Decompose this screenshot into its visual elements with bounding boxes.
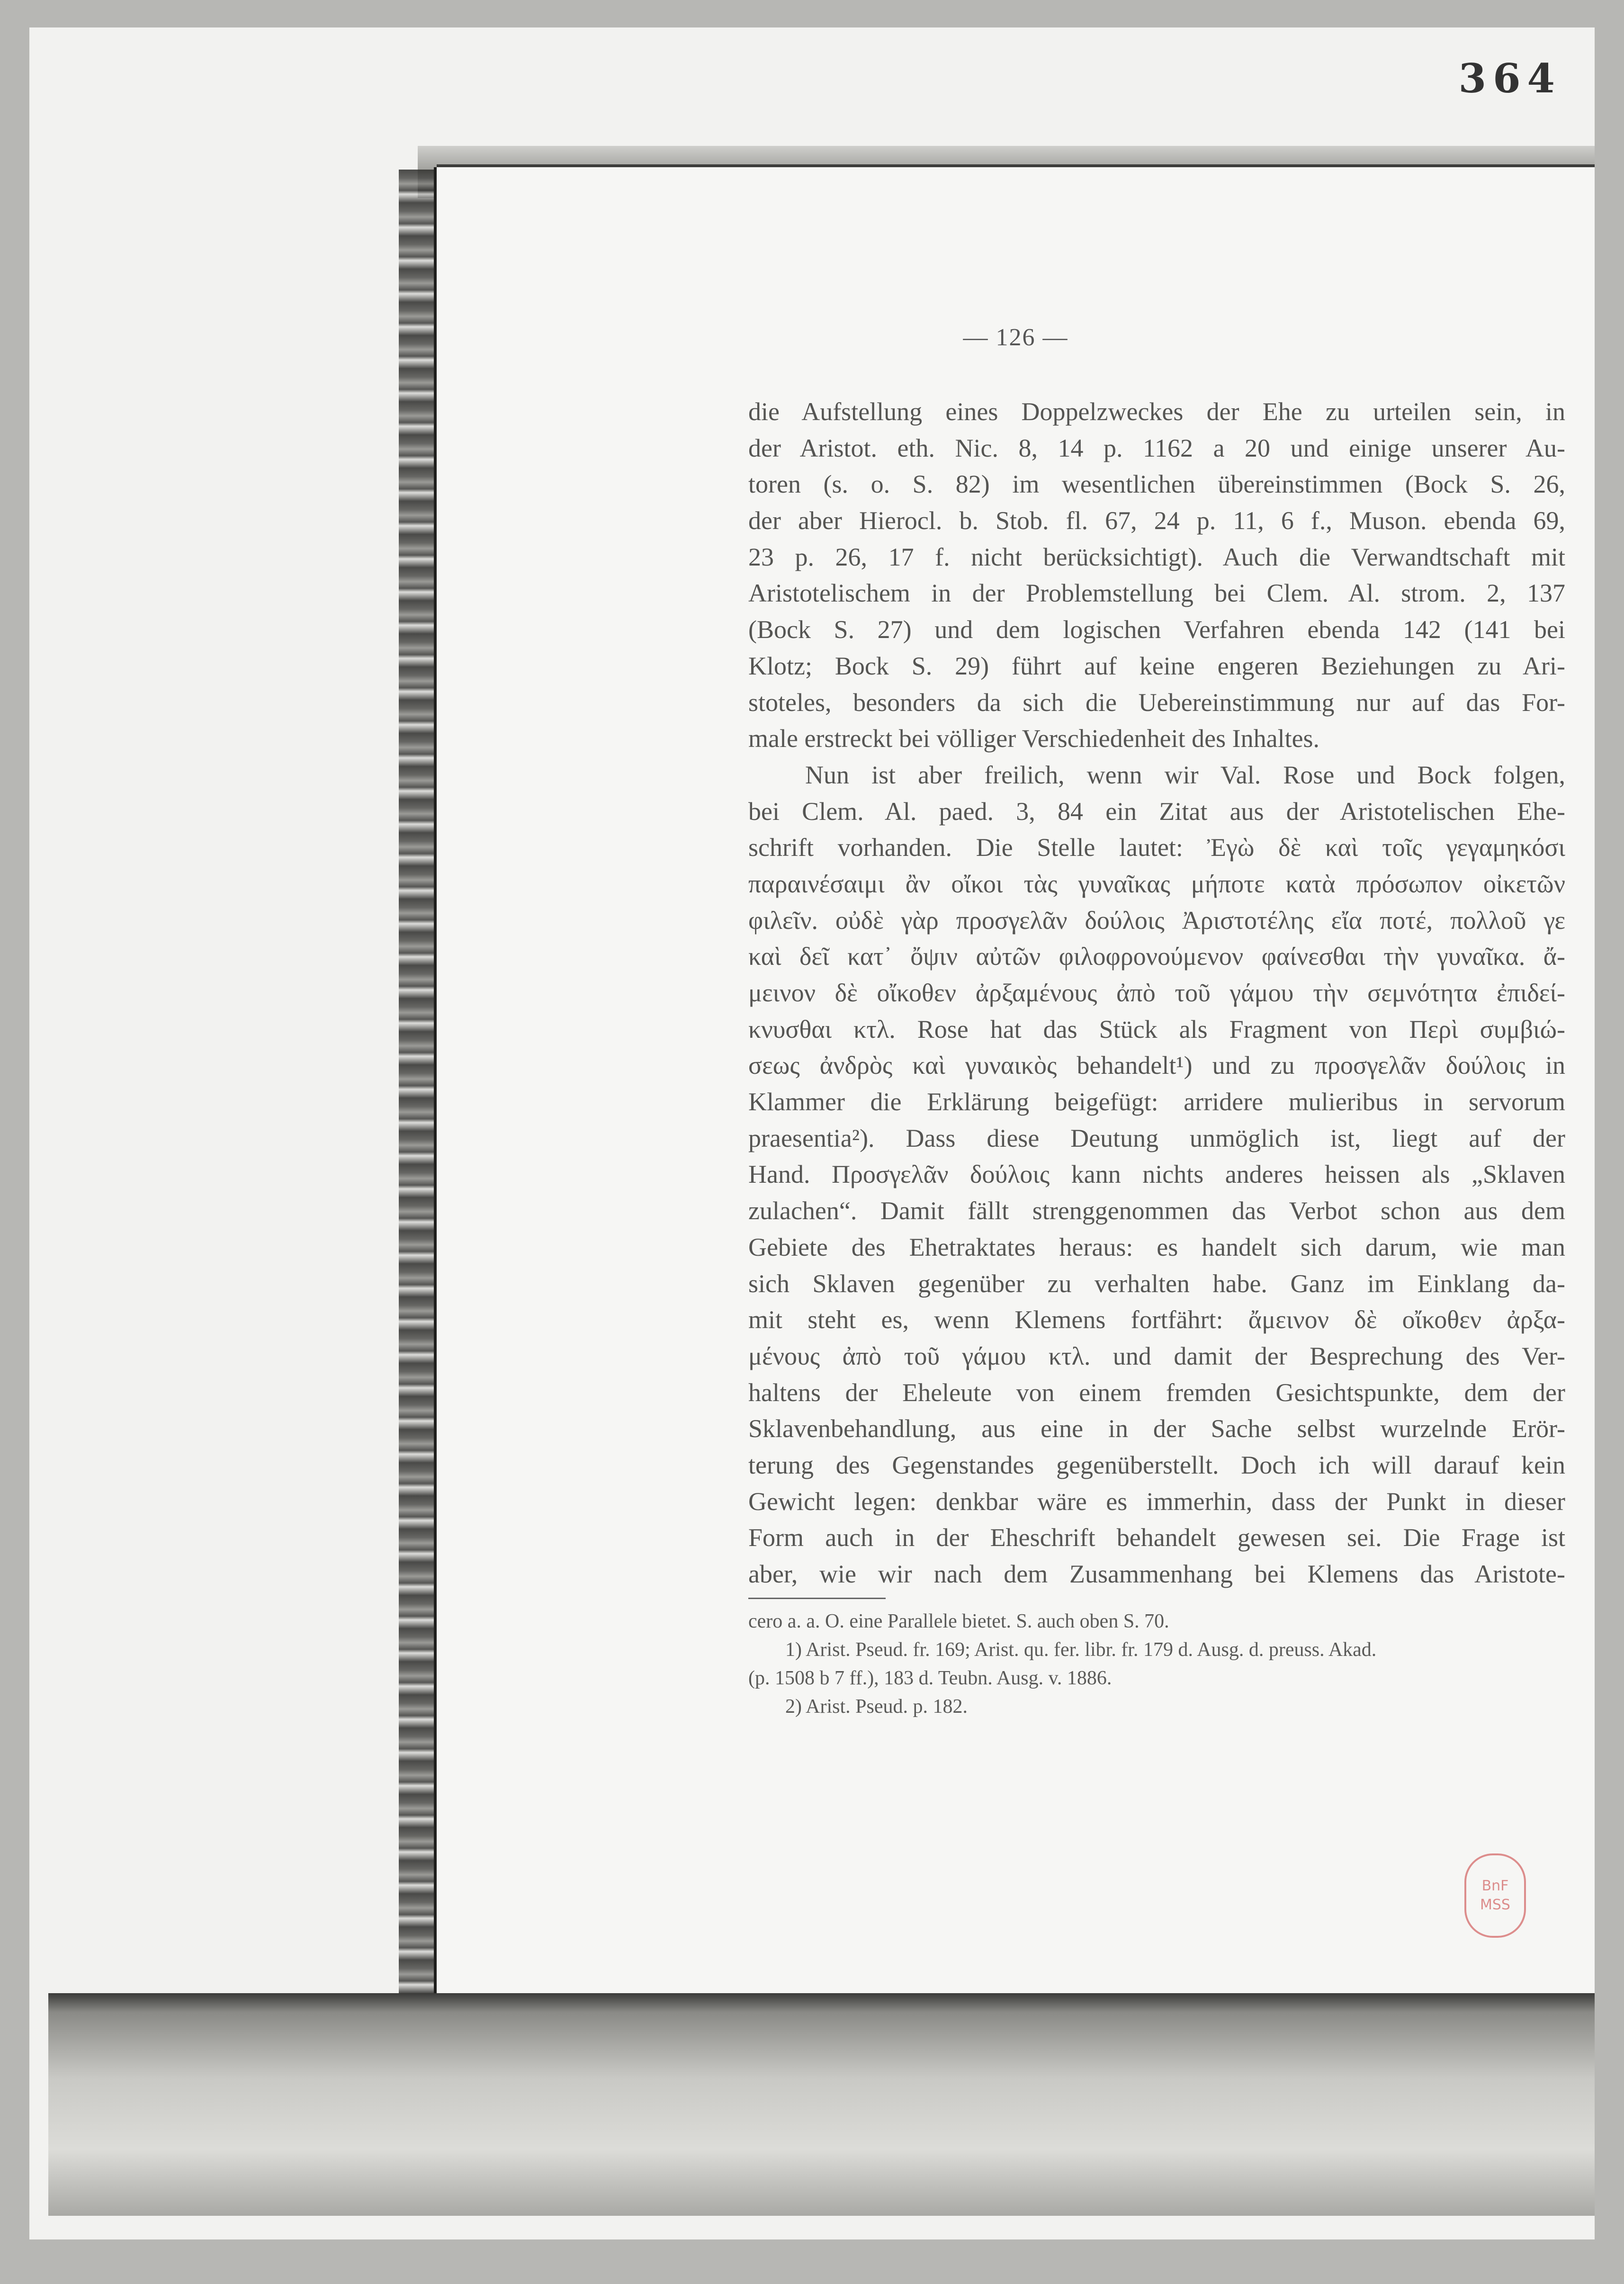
body-line: παραινέσαιμι ἂν οἴκοι τὰς γυναῖκας μήποτε κατὰ πρόσωπον οἰκετῶν xyxy=(748,869,1565,898)
footnote-line: (p. 1508 b 7 ff.), 183 d. Teubn. Ausg. v. 1886. xyxy=(748,1667,1112,1689)
footnotes xyxy=(748,1607,1565,1721)
body-line: der Aristot. eth. Nic. 8, 14 p. 1162 a 20 und einige unserer Au- xyxy=(748,433,1565,462)
footnote-divider xyxy=(748,1598,886,1599)
body-line: die Aufstellung eines Doppelzweckes der Ehe zu urteilen sein, in xyxy=(748,397,1565,426)
body-line: Gebiete des Ehetraktates heraus: es handelt sich darum, wie man xyxy=(748,1232,1565,1261)
body-line: (Bock S. 27) und dem logischen Verfahren ebenda 142 (141 bei xyxy=(748,615,1565,644)
body-line: bei Clem. Al. paed. 3, 84 ein Zitat aus der Aristotelischen Ehe- xyxy=(748,797,1565,826)
body-line: Gewicht legen: denkbar wäre es immerhin, dass der Punkt in dieser xyxy=(748,1487,1565,1516)
body-line: aber, wie wir nach dem Zusammenhang bei Klemens das Aristote- xyxy=(748,1560,1565,1588)
photocopy-sheet xyxy=(29,27,1595,2239)
body-line: stoteles, besonders da sich die Uebereinstimmung nur auf das For- xyxy=(748,688,1565,717)
body-line: Klotz; Bock S. 29) führt auf keine engeren Beziehungen zu Ari- xyxy=(748,651,1565,680)
body-line: 23 p. 26, 17 f. nicht berücksichtigt). Auch die Verwandtschaft mit xyxy=(748,542,1565,571)
body-line: μένους ἀπὸ τοῦ γάμου κτλ. und damit der Besprechung des Ver- xyxy=(748,1341,1565,1370)
footnote-line: 1) Arist. Pseud. fr. 169; Arist. qu. fer. libr. fr. 179 d. Ausg. d. preuss. Akad. xyxy=(785,1639,1377,1661)
body-line: der aber Hierocl. b. Stob. fl. 67, 24 p. 11, 6 f., Muson. ebenda 69, xyxy=(748,506,1565,535)
body-line: sich Sklaven gegenüber zu verhalten habe. Ganz im Einklang da- xyxy=(748,1269,1565,1298)
body-line: Sklavenbehandlung, aus eine in der Sache selbst wurzelnde Erör- xyxy=(748,1414,1565,1443)
body-line: toren (s. o. S. 82) im wesentlichen übereinstimmen (Bock S. 26, xyxy=(748,470,1565,499)
stamp-line: MSS xyxy=(1480,1897,1510,1913)
body-line: zulachen“. Damit fällt strenggenommen das Verbot schon aus dem xyxy=(748,1196,1565,1225)
printed-page xyxy=(437,167,1595,1993)
body-line: mit steht es, wenn Klemens fortfährt: ἄμεινον δὲ οἴκοθεν ἀρξα- xyxy=(748,1305,1565,1334)
body-line: καὶ δεῖ κατ᾽ ὄψιν αὐτῶν φιλοφρονούμενον φαίνεσθαι τὴν γυναῖκα. ἄ- xyxy=(748,942,1565,971)
footnote-line: cero a. a. O. eine Parallele bietet. S. auch oben S. 70. xyxy=(748,1610,1169,1632)
body-line: Form auch in der Eheschrift behandelt gewesen sei. Die Frage ist xyxy=(748,1523,1565,1552)
stamp-line: BnF xyxy=(1481,1878,1509,1894)
body-line: φιλεῖν. οὐδὲ γὰρ προσγελᾶν δούλοις Ἀριστοτέλης εἴα ποτέ, πολλοῦ γε xyxy=(748,906,1565,935)
folio-number: 364 xyxy=(1458,55,1561,102)
body-text xyxy=(748,394,1565,1592)
body-line: haltens der Eheleute von einem fremden Gesichtspunkte, dem der xyxy=(748,1378,1565,1407)
body-line: schrift vorhanden. Die Stelle lautet: Ἐγὼ δὲ καὶ τοῖς γεγαμηκόσι xyxy=(748,833,1565,862)
body-line: Aristotelischem in der Problemstellung bei Clem. Al. strom. 2, 137 xyxy=(748,579,1565,608)
body-line: μεινον δὲ οἴκοθεν ἀρξαμένους ἀπὸ τοῦ γάμου τὴν σεμνότητα ἐπιδεί- xyxy=(748,979,1565,1007)
footnote-line: 2) Arist. Pseud. p. 182. xyxy=(785,1696,968,1717)
body-line: Nun ist aber freilich, wenn wir Val. Rose und Bock folgen, xyxy=(805,760,1565,789)
page-number: — 126 — xyxy=(963,324,1068,351)
body-line: Hand. Προσγελᾶν δούλοις kann nichts anderes heissen als „Sklaven xyxy=(748,1160,1565,1189)
body-line: Klammer die Erklärung beigefügt: arridere mulieribus in servorum xyxy=(748,1088,1565,1116)
body-line: terung des Gegenstandes gegenüberstellt. Doch ich will darauf kein xyxy=(748,1450,1565,1479)
body-line: praesentia²). Dass diese Deutung unmöglich ist, liegt auf der xyxy=(748,1124,1565,1152)
body-line: σεως ἀνδρὸς καὶ γυναικὸς behandelt¹) und zu προσγελᾶν δούλοις in xyxy=(748,1051,1565,1080)
library-stamp xyxy=(1464,1853,1526,1938)
scan-shadow-bottom xyxy=(48,1993,1595,2216)
body-line: male erstreckt bei völliger Verschiedenheit des Inhaltes. xyxy=(748,724,1320,753)
body-line: κνυσθαι κτλ. Rose hat das Stück als Fragment von Περὶ συμβιώ- xyxy=(748,1015,1565,1043)
